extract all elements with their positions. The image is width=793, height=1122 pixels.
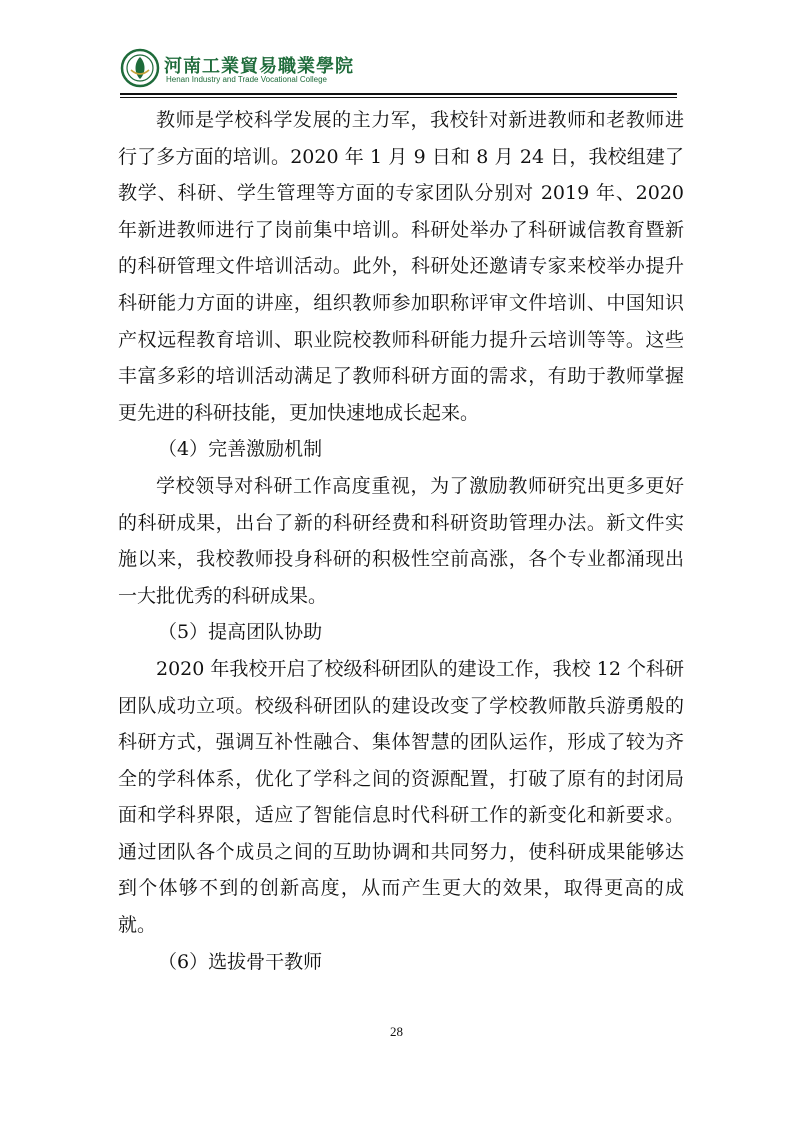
paragraph-incentive: 学校领导对科研工作高度重视，为了激励教师研究出更多更好的科研成果，出台了新的科研经费和科研资助管理办法。新文件实施以来，我校教师投身科研的积极性空前高涨，各个专业都涌现出一大批优秀的科研成果。 [118,474,684,607]
header-rule-thin [120,97,677,98]
heading-incentive-mechanism: （4）完善激励机制 [158,438,323,461]
page-number: 28 [390,1024,403,1039]
college-name-english: Henan Industry and Trade Vocational College [166,75,327,84]
page-header [120,48,680,94]
heading-team-assistance: （5）提高团队协助 [158,621,323,644]
page-body [118,102,684,980]
paragraph-research-teams: 2020 年我校开启了校级科研团队的建设工作，我校 12 个科研团队成功立项。校级科研团队的建设改变了学校教师散兵游勇般的科研方式，强调互补性融合、集体智慧的团队运作，形成了较为齐全的学科体系，优化了学科之间的资源配置，打破了原有的封闭局面和学科界限，适应了智能信息时代科研工作的新变化和新要求。通过团队各个成员之间的互助协调和共同努力，使科研成果能够达到个体够不到的创新高度，从而产生更大的效果，取得更高的成就。 [118,657,684,937]
college-name: 河南工業貿易職業學院 [164,56,354,77]
paragraph-teacher-training: 教师是学校科学发展的主力军，我校针对新进教师和老教师进行了多方面的培训。2020 年 1 月 9 日和 8 月 24 日，我校组建了教学、科研、学生管理等方面的专家团队分别对 2019 年、2020 年新进教师进行了岗前集中培训。科研处举办了科研诚信教育暨新的科研管理文件培训活动。此外，科研处还邀请专家来校举办提升科研能力方面的讲座，组织教师参加职称评审文件培训、中国知识产权远程教育培训、职业院校教师科研能力提升云培训等等。这些丰富多彩的培训活动满足了教师科研方面的需求，有助于教师掌握更先进的科研技能，更加快速地成长起来。 [118,109,684,424]
college-emblem-icon [120,48,160,88]
heading-key-teachers: （6）选拔骨干教师 [158,950,323,973]
header-rule [120,93,677,95]
